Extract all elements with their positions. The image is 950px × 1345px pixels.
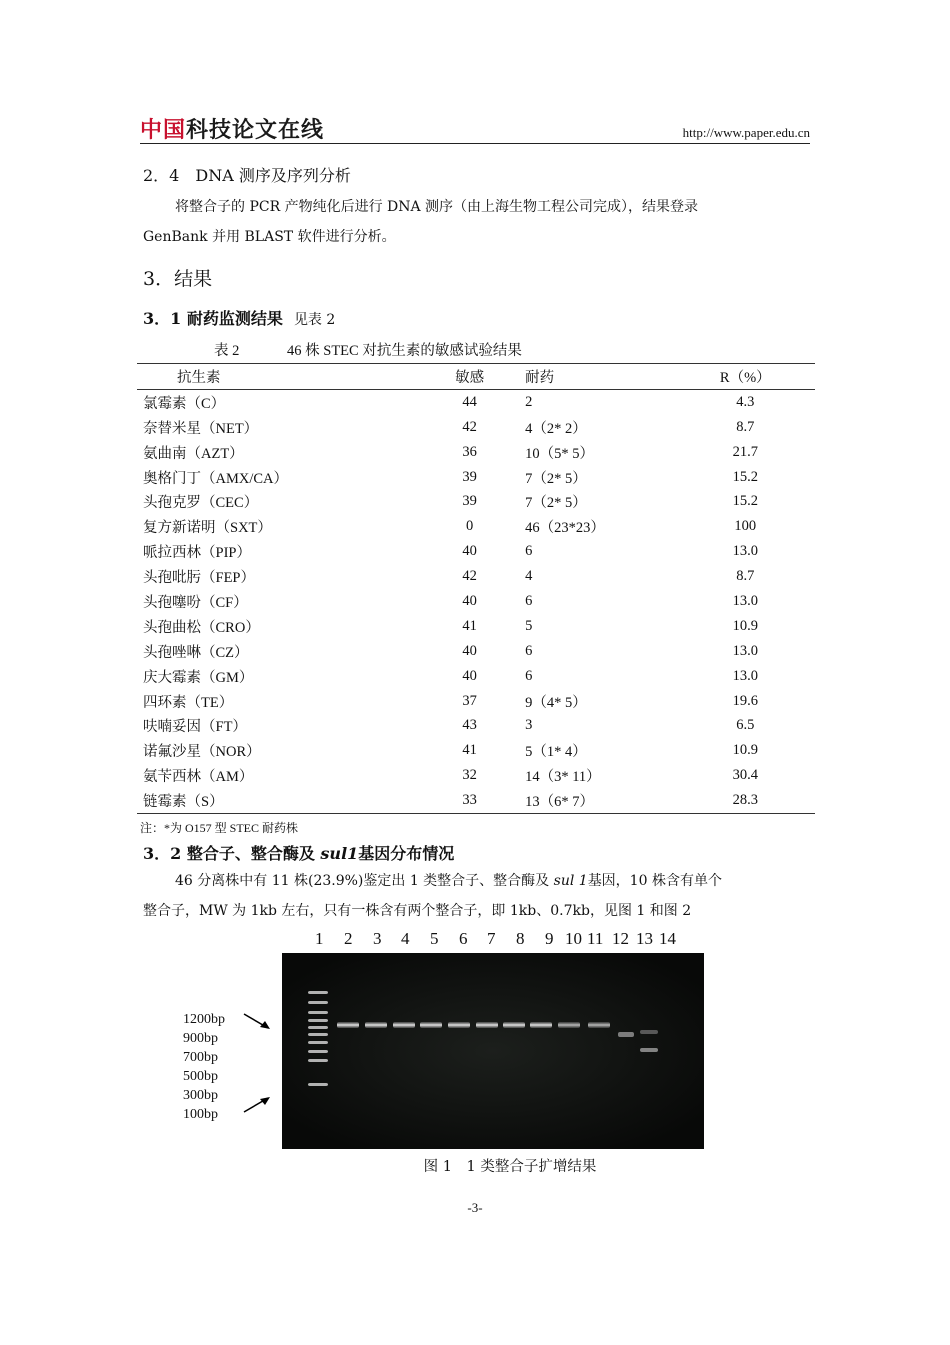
page-number: -3- bbox=[467, 1200, 483, 1215]
cell-sensitive: 42 bbox=[462, 568, 477, 585]
cell-rate: 15.2 bbox=[732, 493, 758, 510]
table-row bbox=[137, 415, 815, 440]
sample-band bbox=[558, 1022, 580, 1028]
cell-resistant: 6 bbox=[525, 642, 533, 659]
cell-rate: 13.0 bbox=[732, 667, 758, 684]
cell-rate: 8.7 bbox=[736, 568, 755, 585]
table-row bbox=[137, 514, 815, 539]
ladder-band bbox=[308, 1026, 328, 1029]
cell-antibiotic: 链霉素（S） bbox=[143, 794, 224, 811]
ladder-band bbox=[308, 991, 328, 994]
cell-sensitive: 39 bbox=[462, 493, 477, 510]
ladder-band bbox=[308, 1083, 328, 1086]
sample-band bbox=[640, 1030, 658, 1034]
cell-rate: 13.0 bbox=[732, 592, 758, 609]
sample-band bbox=[588, 1022, 610, 1028]
cell-resistant: 2 bbox=[525, 393, 533, 410]
cell-rate: 8.7 bbox=[736, 418, 755, 435]
cell-sensitive: 40 bbox=[462, 642, 477, 659]
cell-rate: 21.7 bbox=[732, 443, 758, 460]
ladder-band bbox=[308, 1011, 328, 1014]
gel-image bbox=[282, 953, 704, 1149]
table-row bbox=[137, 713, 815, 738]
cell-sensitive: 42 bbox=[462, 418, 477, 435]
ladder-label: 300bp bbox=[183, 1088, 218, 1103]
arrow-icon bbox=[244, 1097, 270, 1112]
cell-antibiotic: 呋喃妥因（FT） bbox=[143, 719, 247, 736]
cell-antibiotic: 氯霉素（C） bbox=[143, 395, 226, 412]
table-row bbox=[137, 763, 815, 788]
ladder-labels bbox=[183, 1010, 225, 1124]
cell-sensitive: 41 bbox=[462, 742, 477, 759]
cell-rate: 13.0 bbox=[732, 642, 758, 659]
header-url[interactable]: http://www.paper.edu.cn bbox=[682, 125, 810, 140]
lane-number: 7 bbox=[487, 929, 496, 948]
cell-rate: 10.9 bbox=[732, 617, 758, 634]
sample-band bbox=[420, 1022, 442, 1028]
cell-antibiotic: 复方新诺明（SXT） bbox=[143, 520, 272, 537]
ladder-band bbox=[308, 1050, 328, 1053]
table-row bbox=[137, 589, 815, 614]
cell-resistant: 6 bbox=[525, 592, 533, 609]
ladder-label: 100bp bbox=[183, 1107, 218, 1122]
cell-resistant: 13（6* 7） bbox=[525, 794, 594, 811]
cell-resistant: 14（3* 11） bbox=[525, 769, 601, 786]
lane-number: 6 bbox=[459, 929, 468, 948]
ladder-arrows bbox=[240, 1008, 280, 1118]
cell-sensitive: 40 bbox=[462, 667, 477, 684]
col-header-antibiotic: 抗生素 bbox=[137, 364, 422, 389]
cell-antibiotic: 奈替米星（NET） bbox=[143, 420, 259, 437]
lane-number: 10 bbox=[565, 929, 582, 948]
lane-number: 12 bbox=[612, 929, 629, 948]
cell-resistant: 4（2* 2） bbox=[525, 420, 587, 437]
cell-resistant: 7（2* 5） bbox=[525, 470, 587, 487]
ladder-band bbox=[308, 1001, 328, 1004]
sample-band bbox=[530, 1022, 552, 1028]
col-header-resistant: 耐药 bbox=[517, 364, 676, 389]
sample-band bbox=[365, 1022, 387, 1028]
table-note: 注：*为 O157 型 STEC 耐药株 bbox=[140, 821, 299, 835]
ladder-band bbox=[308, 1041, 328, 1044]
table-row bbox=[137, 788, 815, 813]
section-3-heading: 3．结果 bbox=[143, 268, 213, 290]
lane-number: 14 bbox=[659, 929, 676, 948]
cell-antibiotic: 氨曲南（AZT） bbox=[143, 445, 244, 462]
cell-antibiotic: 奥格门丁（AMX/CA） bbox=[143, 470, 289, 487]
table-row bbox=[137, 539, 815, 564]
journal-logo: 中国科技论文在线 bbox=[140, 118, 325, 143]
cell-sensitive: 0 bbox=[465, 518, 474, 535]
paragraph-line: 将整合子的 PCR 产物纯化后进行 DNA 测序（由上海生物工程公司完成），结果登录 bbox=[175, 199, 699, 215]
ladder-band bbox=[308, 1019, 328, 1022]
lane-number: 9 bbox=[545, 929, 554, 948]
lane-numbers bbox=[0, 929, 950, 949]
cell-resistant: 9（4* 5） bbox=[525, 694, 587, 711]
cell-antibiotic: 庆大霉素（GM） bbox=[143, 669, 254, 686]
cell-antibiotic: 头孢克罗（CEC） bbox=[143, 495, 259, 512]
lane-number: 3 bbox=[373, 929, 382, 948]
cell-resistant: 46（23*23） bbox=[525, 520, 605, 537]
paragraph-line: 整合子，MW 为 1kb 左右，只有一株含有两个整合子，即 1kb、0.7kb，见图 1 和图 2 bbox=[143, 903, 692, 919]
cell-rate: 13.0 bbox=[732, 543, 758, 560]
section-2-4-body bbox=[143, 192, 811, 252]
lane-number: 1 bbox=[315, 929, 324, 948]
table-row bbox=[137, 614, 815, 639]
cell-resistant: 3 bbox=[525, 717, 533, 734]
ladder-label: 700bp bbox=[183, 1050, 218, 1065]
cell-resistant: 5 bbox=[525, 617, 533, 634]
section-2-4-heading: 2．4 DNA 测序及序列分析 bbox=[143, 166, 351, 185]
col-header-sensitive: 敏感 bbox=[422, 364, 517, 389]
table-2 bbox=[137, 363, 815, 814]
sample-band bbox=[503, 1022, 525, 1028]
cell-sensitive: 44 bbox=[462, 393, 477, 410]
lane-number: 4 bbox=[401, 929, 410, 948]
cell-resistant: 5（1* 4） bbox=[525, 744, 587, 761]
cell-sensitive: 36 bbox=[462, 443, 477, 460]
cell-sensitive: 43 bbox=[462, 717, 477, 734]
cell-resistant: 10（5* 5） bbox=[525, 445, 594, 462]
cell-resistant: 6 bbox=[525, 543, 533, 560]
table-row bbox=[137, 639, 815, 664]
cell-sensitive: 37 bbox=[462, 692, 477, 709]
cell-antibiotic: 头孢唑啉（CZ） bbox=[143, 644, 249, 661]
cell-sensitive: 39 bbox=[462, 468, 477, 485]
table-header-row bbox=[137, 364, 815, 389]
ladder-label: 500bp bbox=[183, 1069, 218, 1084]
cell-antibiotic: 哌拉西林（PIP） bbox=[143, 545, 251, 562]
table-row bbox=[137, 664, 815, 689]
antibiotic-table bbox=[137, 364, 815, 813]
paragraph-line: 46 分离株中有 11 株(23.9%)鉴定出 1 类整合子、整合酶及 sul 1基因，10 株含有单个 bbox=[175, 873, 722, 889]
figure-caption: 图 1 1 类整合子扩增结果 bbox=[423, 1159, 597, 1175]
table-row bbox=[137, 738, 815, 763]
cell-antibiotic: 头孢吡肟（FEP） bbox=[143, 570, 255, 587]
section-3-2-body bbox=[143, 866, 811, 926]
gel-bands bbox=[282, 953, 704, 1149]
cell-sensitive: 40 bbox=[462, 592, 477, 609]
table-row bbox=[137, 564, 815, 589]
cell-resistant: 6 bbox=[525, 667, 533, 684]
section-3-1-heading: 3．1 耐药监测结果 见表 2 bbox=[143, 309, 336, 328]
cell-rate: 28.3 bbox=[732, 792, 758, 809]
cell-rate: 6.5 bbox=[736, 717, 755, 734]
lane-number: 5 bbox=[430, 929, 439, 948]
table-row bbox=[137, 465, 815, 490]
col-header-rate: R（%） bbox=[676, 364, 815, 389]
sample-band bbox=[476, 1022, 498, 1028]
cell-sensitive: 41 bbox=[462, 617, 477, 634]
section-3-2-heading: 3．2 整合子、整合酶及 sul1基因分布情况 bbox=[143, 844, 455, 863]
cell-antibiotic: 四环素（TE） bbox=[143, 694, 234, 711]
cell-antibiotic: 头孢噻吩（CF） bbox=[143, 594, 248, 611]
ladder-label: 1200bp bbox=[183, 1012, 225, 1027]
sample-band bbox=[337, 1022, 359, 1028]
cell-rate: 15.2 bbox=[732, 468, 758, 485]
cell-sensitive: 33 bbox=[462, 792, 477, 809]
table-caption: 表 2 46 株 STEC 对抗生素的敏感试验结果 bbox=[214, 343, 522, 359]
cell-rate: 4.3 bbox=[736, 393, 755, 410]
cell-antibiotic: 头孢曲松（CRO） bbox=[143, 619, 260, 636]
lane-number: 11 bbox=[587, 929, 604, 948]
cell-sensitive: 32 bbox=[462, 767, 477, 784]
ladder-band bbox=[308, 1059, 328, 1062]
cell-rate: 30.4 bbox=[732, 767, 758, 784]
page-header bbox=[140, 113, 810, 144]
sample-band bbox=[618, 1032, 634, 1037]
table-row bbox=[137, 389, 815, 414]
sample-band bbox=[393, 1022, 415, 1028]
cell-antibiotic: 氨苄西林（AM） bbox=[143, 769, 254, 786]
cell-rate: 19.6 bbox=[732, 692, 758, 709]
sample-band bbox=[640, 1048, 658, 1052]
cell-sensitive: 40 bbox=[462, 543, 477, 560]
sample-band bbox=[448, 1022, 470, 1028]
table-row bbox=[137, 489, 815, 514]
lane-number: 2 bbox=[344, 929, 353, 948]
lane-number: 8 bbox=[516, 929, 525, 948]
arrow-icon bbox=[244, 1014, 270, 1029]
table-row bbox=[137, 689, 815, 714]
cell-resistant: 4 bbox=[525, 568, 533, 585]
cell-antibiotic: 诺氟沙星（NOR） bbox=[143, 744, 261, 761]
paragraph-line: GenBank 并用 BLAST 软件进行分析。 bbox=[143, 229, 396, 245]
cell-resistant: 7（2* 5） bbox=[525, 495, 587, 512]
cell-rate: 10.9 bbox=[732, 742, 758, 759]
lane-number: 13 bbox=[636, 929, 653, 948]
ladder-band bbox=[308, 1033, 328, 1036]
table-row bbox=[137, 440, 815, 465]
cell-rate: 100 bbox=[734, 518, 757, 535]
ladder-label: 900bp bbox=[183, 1031, 218, 1046]
